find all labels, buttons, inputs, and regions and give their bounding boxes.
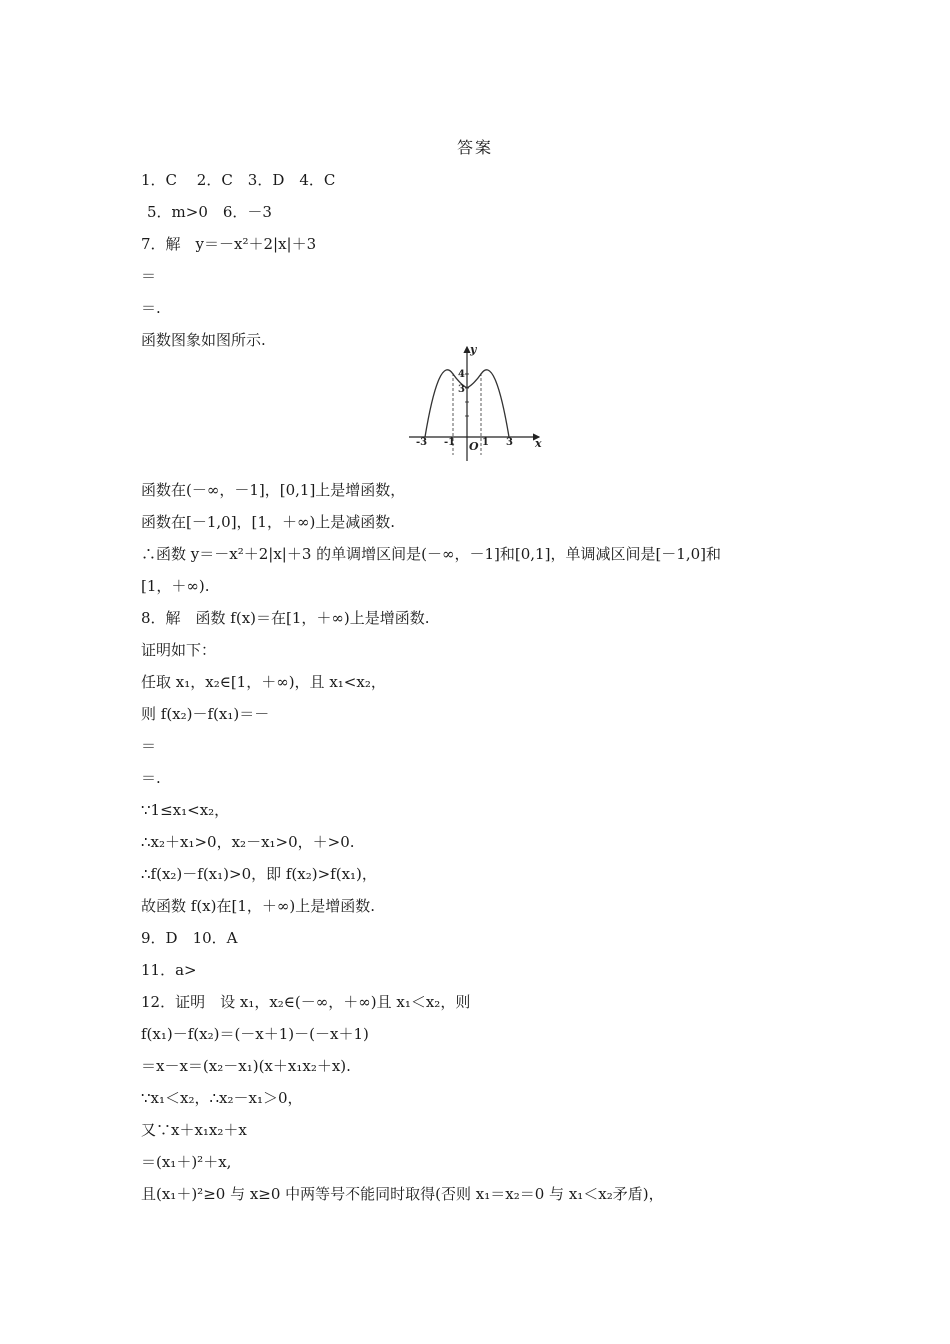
answer-line-27: 又∵x＋x₁x₂＋x bbox=[141, 1121, 247, 1139]
answer-line-23: 12．证明 设 x₁，x₂∈(－∞，＋∞)且 x₁＜x₂，则 bbox=[141, 993, 471, 1011]
answer-line-24: f(x₁)－f(x₂)＝(－x＋1)－(－x＋1) bbox=[141, 1025, 369, 1043]
answer-line-28: ＝(x₁＋)²＋x, bbox=[141, 1153, 232, 1171]
answer-line-10: [1，＋∞). bbox=[141, 577, 210, 595]
answer-line-22: 11．a> bbox=[141, 961, 197, 979]
answer-line-7: 函数在(－∞，－1]，[0,1]上是增函数， bbox=[141, 481, 406, 499]
x-tick-neg3: -3 bbox=[416, 437, 428, 448]
answer-line-4: ＝ bbox=[141, 267, 157, 285]
answer-line-25: ＝x－x＝(x₂－x₁)(x＋x₁x₂＋x). bbox=[141, 1057, 351, 1075]
answer-line-14: 则 f(x₂)－f(x₁)＝－ bbox=[141, 705, 270, 723]
answer-line-19: ∴f(x₂)－f(x₁)>0，即 f(x₂)>f(x₁)， bbox=[141, 865, 377, 883]
answer-line-29: 且(x₁＋)²≥0 与 x≥0 中两等号不能同时取得(否则 x₁＝x₂＝0 与 x₁＜x₂矛盾)， bbox=[141, 1185, 664, 1203]
y-tick-4: 4 bbox=[458, 369, 465, 380]
answer-line-3: 7．解 y＝－x²＋2|x|＋3 bbox=[141, 235, 317, 253]
page-title: 答案 bbox=[456, 138, 493, 157]
answer-line-15: ＝ bbox=[141, 737, 157, 755]
answer-line-12: 证明如下： bbox=[141, 641, 217, 659]
origin-label: O bbox=[469, 440, 479, 453]
answer-line-5: ＝. bbox=[141, 299, 161, 317]
answer-line-20: 故函数 f(x)在[1，＋∞)上是增函数. bbox=[141, 897, 375, 915]
y-axis-label: y bbox=[470, 343, 477, 356]
answer-line-8: 函数在[－1,0]，[1，＋∞)上是减函数. bbox=[141, 513, 396, 531]
answer-line-17: ∵1≤x₁<x₂， bbox=[141, 801, 230, 819]
y-tick-3: 3 bbox=[458, 384, 465, 395]
answer-line-18: ∴x₂＋x₁>0，x₂－x₁>0，＋>0. bbox=[141, 833, 355, 851]
answer-line-16: ＝. bbox=[141, 769, 161, 787]
function-graph bbox=[405, 343, 545, 465]
answer-line-2: 5．m>0 6．－3 bbox=[147, 203, 272, 221]
x-tick-neg1: -1 bbox=[444, 437, 456, 448]
answer-line-13: 任取 x₁，x₂∈[1，＋∞)，且 x₁<x₂， bbox=[141, 673, 386, 691]
answer-line-1: 1．C 2．C 3．D 4．C bbox=[141, 171, 336, 189]
x-tick-3: 3 bbox=[506, 437, 513, 448]
answer-line-26: ∵x₁＜x₂，∴x₂－x₁＞0， bbox=[141, 1089, 303, 1107]
answer-line-6: 函数图象如图所示. bbox=[141, 331, 266, 349]
x-tick-1: 1 bbox=[482, 437, 489, 448]
answer-line-21: 9．D 10．A bbox=[141, 929, 238, 947]
answer-line-9: ∴函数 y＝－x²＋2|x|＋3 的单调增区间是(－∞，－1]和[0,1]，单调减区间是[－1,0]和 bbox=[141, 545, 722, 563]
x-axis-label: x bbox=[535, 437, 542, 450]
answer-line-11: 8．解 函数 f(x)＝在[1，＋∞)上是增函数. bbox=[141, 609, 430, 627]
